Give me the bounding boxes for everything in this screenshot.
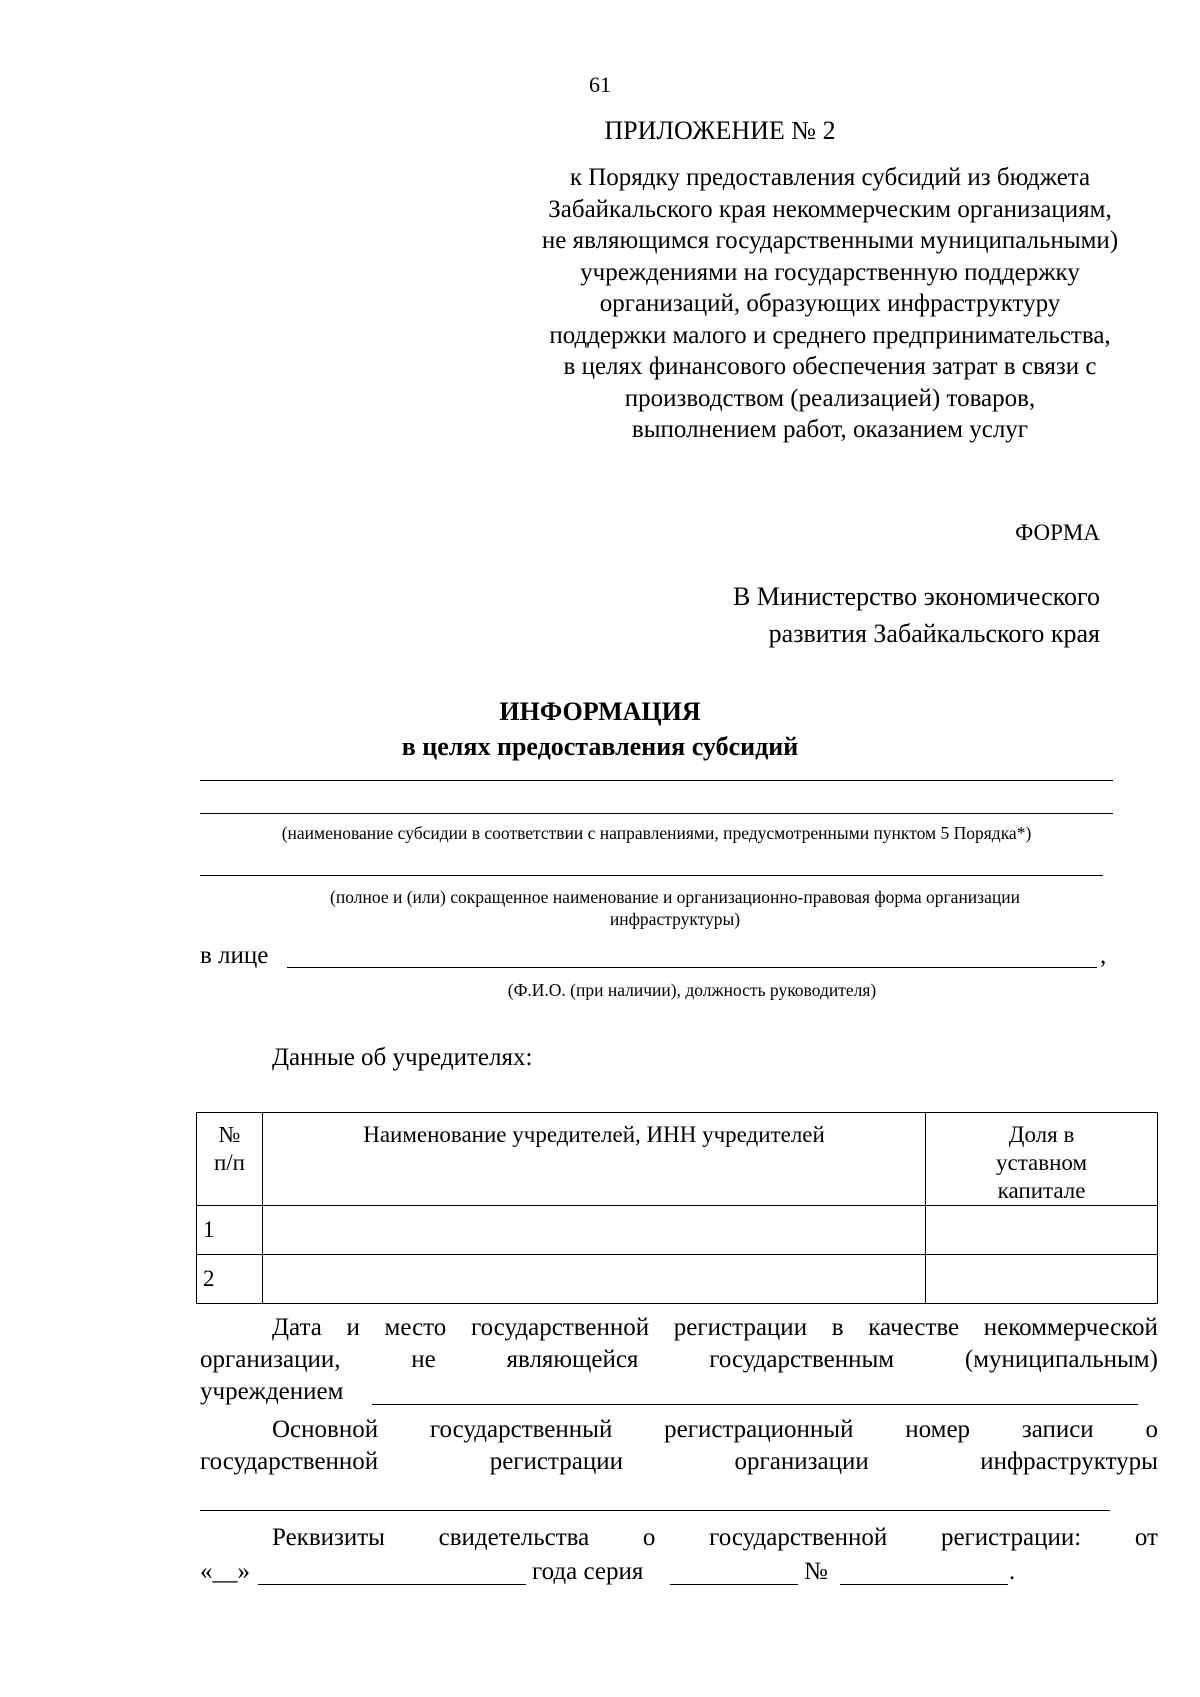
table-header-row xyxy=(197,1113,1158,1206)
certificate-year-series-label: года серия xyxy=(532,1558,644,1585)
table-row xyxy=(197,1206,1158,1255)
appendix-line: в целях финансового обеспечения затрат в связи с xyxy=(563,353,1097,380)
appendix-line: организаций, образующих инфраструктуру xyxy=(599,290,1061,317)
appendix-line: выполнением работ, оказанием услуг xyxy=(631,416,1029,443)
founders-table xyxy=(196,1112,1158,1304)
column-header-share: Доля в уставном капитале xyxy=(926,1113,1158,1206)
head-person-caption: (Ф.И.О. (при наличии), должность руководителя) xyxy=(507,980,877,1000)
column-header-name: Наименование учредителей, ИНН учредителей xyxy=(262,1113,925,1206)
appendix-line: Забайкальского края некоммерческим организациям, xyxy=(548,195,1112,223)
subsidy-name-caption: (наименование субсидии в соответствии с направлениями, предусмотренными пунктом 5 Порядка*) xyxy=(281,823,1032,843)
subsidy-name-line-2[interactable] xyxy=(200,813,1113,814)
org-name-line[interactable] xyxy=(200,875,1103,876)
appendix-line: учреждениями на государственную поддержку xyxy=(580,258,1080,286)
appendix-text xyxy=(470,162,1190,446)
founder-name-cell[interactable] xyxy=(262,1206,925,1255)
appendix-title: ПРИЛОЖЕНИЕ № 2 xyxy=(604,116,836,145)
org-name-caption xyxy=(240,886,1110,930)
addressee-line: развития Забайкальского края xyxy=(768,619,1100,648)
document-subtitle: в целях предоставления субсидий xyxy=(401,732,799,761)
addressee-line: В Министерство экономического xyxy=(732,582,1100,611)
ogrn-line-2: государственной регистрации организации инфраструктуры xyxy=(200,1448,1158,1475)
subsidy-name-line-1[interactable] xyxy=(200,780,1113,781)
certificate-day-field[interactable]: «__» xyxy=(200,1558,250,1585)
certificate-series-line[interactable] xyxy=(670,1584,798,1585)
founders-heading: Данные об учредителях: xyxy=(272,1044,533,1071)
addressee xyxy=(733,578,1100,652)
founder-name-cell[interactable] xyxy=(262,1255,925,1304)
head-person-line[interactable] xyxy=(287,967,1097,968)
appendix-line: поддержки малого и среднего предпринимательства, xyxy=(549,321,1111,349)
founder-share-cell[interactable] xyxy=(926,1206,1158,1255)
row-number: 2 xyxy=(197,1255,263,1304)
registration-institution-label: учреждением xyxy=(200,1378,344,1405)
appendix-line: производством (реализацией) товаров, xyxy=(624,384,1036,412)
document-heading xyxy=(0,694,1200,764)
certificate-number-label: № xyxy=(804,1558,828,1585)
appendix-line: не являющимся государственными муниципальными) xyxy=(541,227,1119,254)
certificate-number-line[interactable] xyxy=(840,1584,1008,1585)
table-row xyxy=(197,1255,1158,1304)
column-header-number: № п/п xyxy=(197,1113,263,1206)
certificate-line-1: Реквизиты свидетельства о государственной регистрации: от xyxy=(272,1524,1158,1551)
ogrn-line-1: Основной государственный регистрационный номер записи о xyxy=(272,1416,1158,1443)
form-label: ФОРМА xyxy=(1015,520,1100,545)
in-person-label: в лице xyxy=(200,942,269,969)
certificate-end-period: . xyxy=(1009,1558,1016,1585)
appendix-line: к Порядку предоставления субсидий из бюджета xyxy=(569,164,1091,191)
certificate-month-line[interactable] xyxy=(258,1584,526,1585)
row-number: 1 xyxy=(197,1206,263,1255)
page-number: 61 xyxy=(589,72,611,97)
org-name-caption-line: (полное и (или) сокращенное наименование и организационно-правовая форма организации xyxy=(330,887,1020,907)
founder-share-cell[interactable] xyxy=(926,1255,1158,1304)
registration-date-place-line[interactable] xyxy=(372,1404,1138,1405)
registration-date-line-1: Дата и место государственной регистрации в качестве некоммерческой xyxy=(272,1314,1158,1341)
ogrn-value-line[interactable] xyxy=(200,1510,1110,1511)
document-title: ИНФОРМАЦИЯ xyxy=(499,697,701,726)
in-person-comma: , xyxy=(1100,942,1107,969)
registration-date-line-2: организации, не являющейся государственным (муниципальным) xyxy=(200,1346,1158,1373)
org-name-caption-line: инфраструктуры) xyxy=(609,909,741,929)
